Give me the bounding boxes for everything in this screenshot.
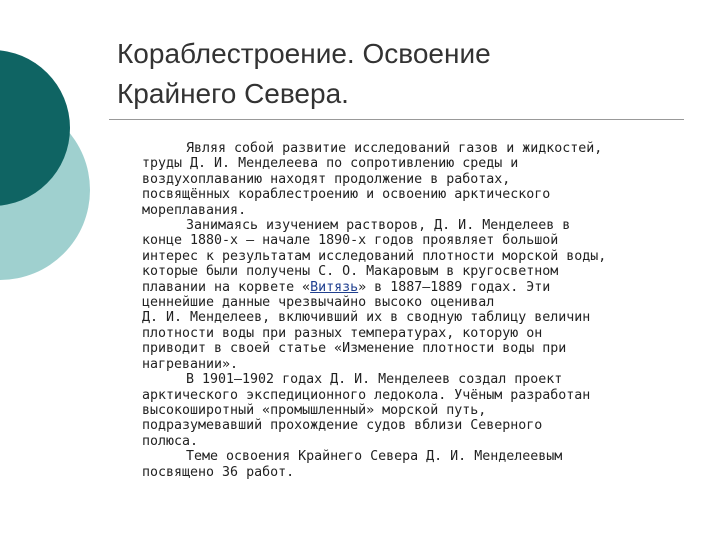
text-line: конце 1880-х — начале 1890-х годов проявляет большой — [142, 233, 559, 249]
text-line: посвящённых кораблестроению и освоению арктического — [142, 187, 551, 203]
paragraph-1 — [142, 141, 687, 218]
slide-title — [117, 34, 697, 114]
title-line: Кораблестроение. Освоение — [117, 38, 491, 69]
text-line: труды Д. И. Менделеева по сопротивлению среды и — [142, 156, 519, 172]
paragraph-4 — [142, 449, 687, 480]
text-line: Д. И. Менделеев, включивший их в сводную таблицу величин — [142, 310, 591, 326]
text-line: арктического экспедиционного ледокола. Учёным разработан — [142, 387, 591, 403]
text-line: Теме освоения Крайнего Севера Д. И. Менделеевым — [186, 449, 563, 465]
text-line: полюса. — [142, 433, 199, 449]
slide-body — [142, 141, 687, 480]
link-suffix: » в 1887—1889 годах. Эти — [358, 279, 551, 295]
text-line-with-link — [142, 280, 687, 295]
vityaz-link[interactable]: Витязь — [310, 279, 359, 295]
title-line: Крайнего Севера. — [117, 78, 349, 109]
link-prefix: плавании на корвете « — [142, 279, 311, 295]
text-line: Занимаясь изучением растворов, Д. И. Менделеев в — [186, 218, 571, 234]
paragraph-3 — [142, 372, 687, 449]
text-line: воздухоплаванию находят продолжение в работах, — [142, 171, 511, 187]
text-line: подразумевавший прохождение судов вблизи Северного — [142, 418, 543, 434]
text-line: интерес к результатам исследований плотности морской воды, — [142, 248, 607, 264]
text-line: мореплавания. — [142, 202, 247, 218]
text-line: высокоширотный «промышленный» морской путь, — [142, 402, 487, 418]
paragraph-2 — [142, 218, 687, 372]
text-line: плотности воды при разных температурах, которую он — [142, 325, 543, 341]
text-line: ценнейшие данные чрезвычайно высоко оценивал — [142, 295, 495, 311]
text-line: посвящено 36 работ. — [142, 464, 295, 480]
text-line: нагревании». — [142, 356, 239, 372]
text-line: В 1901—1902 годах Д. И. Менделеев создал проект — [186, 372, 563, 388]
text-line: которые были получены С. О. Макаровым в кругосветном — [142, 264, 559, 280]
text-line: Являя собой развитие исследований газов и жидкостей, — [186, 141, 603, 156]
title-divider — [109, 119, 684, 120]
text-line: приводит в своей статье «Изменение плотности воды при — [142, 341, 567, 357]
